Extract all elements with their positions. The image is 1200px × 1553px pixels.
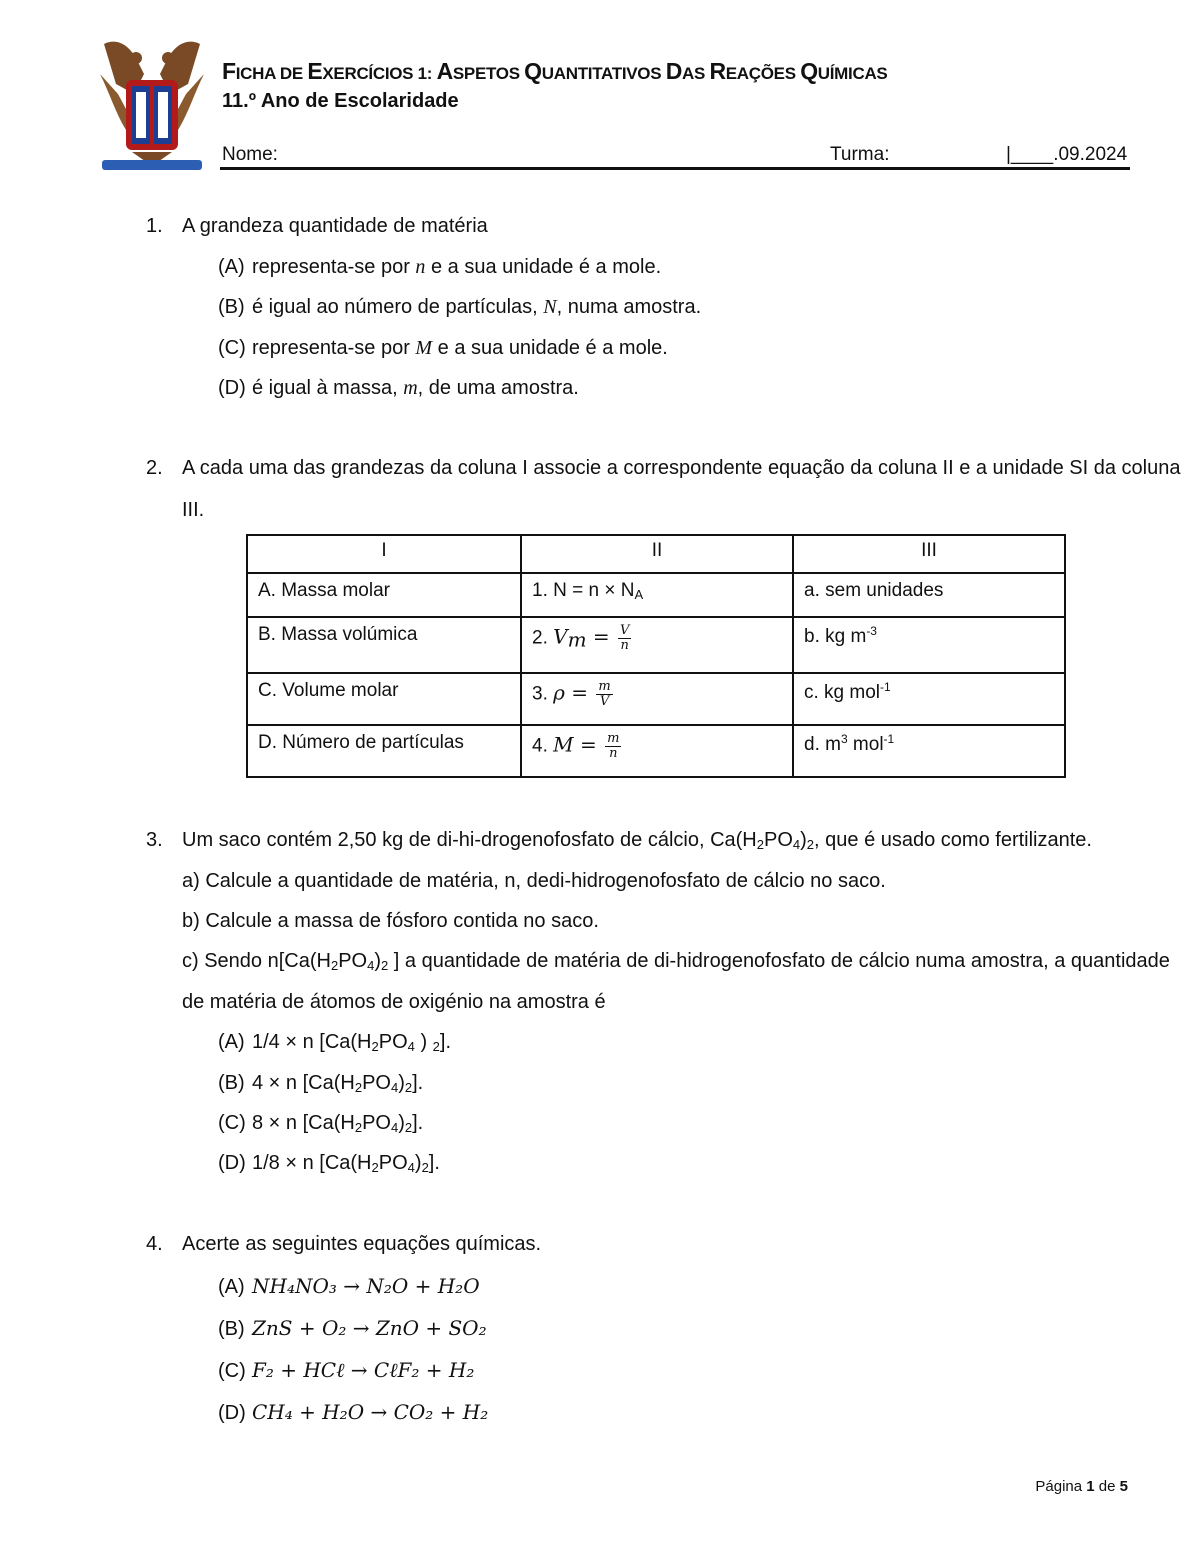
turma-label: Turma:: [830, 144, 890, 165]
q3-part-c-continued: de matéria de átomos de oxigénio na amostra é: [182, 991, 606, 1013]
equation-cell: 2. $V_m$ = $\frac{V}{n}$: [521, 617, 793, 673]
equation-cell: 4. M = $\frac{m}{n}$: [521, 725, 793, 777]
question-2-continued: III.: [182, 499, 205, 521]
q3-option-c: (C) 8 × n $[Ca(H_2PO_4)_2]$.: [218, 1112, 424, 1135]
name-label: Nome:: [222, 144, 278, 165]
table-row: [247, 673, 1065, 725]
equation-cell: 3. ρ = $\frac{m}{V}$: [521, 673, 793, 725]
question-2: 2. A cada uma das grandezas da coluna I associe a correspondente equação da coluna II e a unidade SI da coluna: [146, 457, 1181, 479]
quantity-cell: B. Massa volúmica: [247, 617, 521, 673]
table-row: [247, 617, 1065, 673]
q4-option-c: (C) F₂ + HCℓ → CℓF₂ + H₂: [218, 1358, 475, 1382]
q1-option-c: (C) representa-se por M e a sua unidade é a mole.: [218, 337, 668, 359]
col-header-iii: III: [793, 535, 1065, 573]
unit-cell: b. kg $m^{-3}$: [793, 617, 1065, 673]
table-row: [247, 573, 1065, 617]
q3-option-b: (B) 4 × n $[Ca(H_2PO_4)_2]$.: [218, 1072, 424, 1095]
school-crest-logo: [96, 34, 208, 174]
col-header-i: I: [247, 535, 521, 573]
q3-part-b: b) Calcule a massa de fósforo contida no saco.: [182, 910, 599, 932]
table-header-row: [247, 535, 1065, 573]
table-row: [247, 725, 1065, 777]
quantity-cell: C. Volume molar: [247, 673, 521, 725]
question-4: 4. Acerte as seguintes equações químicas.: [146, 1233, 542, 1255]
q3-option-a: (A) 1/4 × n [$Ca(H_2PO_4$ ) $_2$].: [218, 1031, 452, 1054]
equation-cell: 1. $N = n \times N_A$: [521, 573, 793, 617]
date-field: |____.09.2024: [1006, 144, 1128, 165]
q4-option-b: (B) ZnS + O₂ → ZnO + SO₂: [218, 1316, 487, 1340]
question-1: 1. A grandeza quantidade de matéria: [146, 215, 488, 237]
school-year: 11.º Ano de Escolaridade: [222, 90, 459, 112]
q3-part-c: c) Sendo $n[Ca(H_2PO_4)_2$ ] a quantidade de matéria de di-hidrogenofosfato de cálcio numa amostra, a quantidade: [182, 950, 1170, 973]
unit-cell: c. kg mol$^{-1}$: [793, 673, 1065, 725]
q1-option-a: (A) representa-se por n e a sua unidade é a mole.: [218, 256, 662, 278]
unit-cell: d. $m^3$ mol$^{-1}$: [793, 725, 1065, 777]
document-title: FICHA DE EXERCÍCIOS 1: ASPETOS QUANTITATIVOS DAS REAÇÕES QUÍMICAS: [222, 58, 888, 84]
q4-option-d: (D) CH₄ + H₂O → CO₂ + H₂: [218, 1400, 489, 1424]
question-3: 3. Um saco contém 2,50 kg de di-hi-drogenofosfato de cálcio, $Ca(H_2PO_4)_2$, que é usado como fertilizante.: [146, 829, 1092, 852]
unit-cell: a. sem unidades: [793, 573, 1065, 617]
q1-option-d: (D) é igual à massa, m, de uma amostra.: [218, 377, 579, 399]
page-number: Página 1 de 5: [1035, 1478, 1128, 1495]
q4-option-a: (A) NH₄NO₃ → N₂O + H₂O: [218, 1274, 480, 1298]
q1-option-b: (B) é igual ao número de partículas, N, numa amostra.: [218, 296, 702, 318]
col-header-ii: II: [521, 535, 793, 573]
association-table: [246, 534, 1066, 778]
q3-option-d: (D) 1/8 × n $[Ca(H_2PO_4)_2]$.: [218, 1152, 440, 1175]
header-divider: [220, 167, 1130, 170]
quantity-cell: D. Número de partículas: [247, 725, 521, 777]
q3-part-a: a) Calcule a quantidade de matéria, n, dedi-hidrogenofosfato de cálcio no saco.: [182, 870, 886, 892]
quantity-cell: A. Massa molar: [247, 573, 521, 617]
